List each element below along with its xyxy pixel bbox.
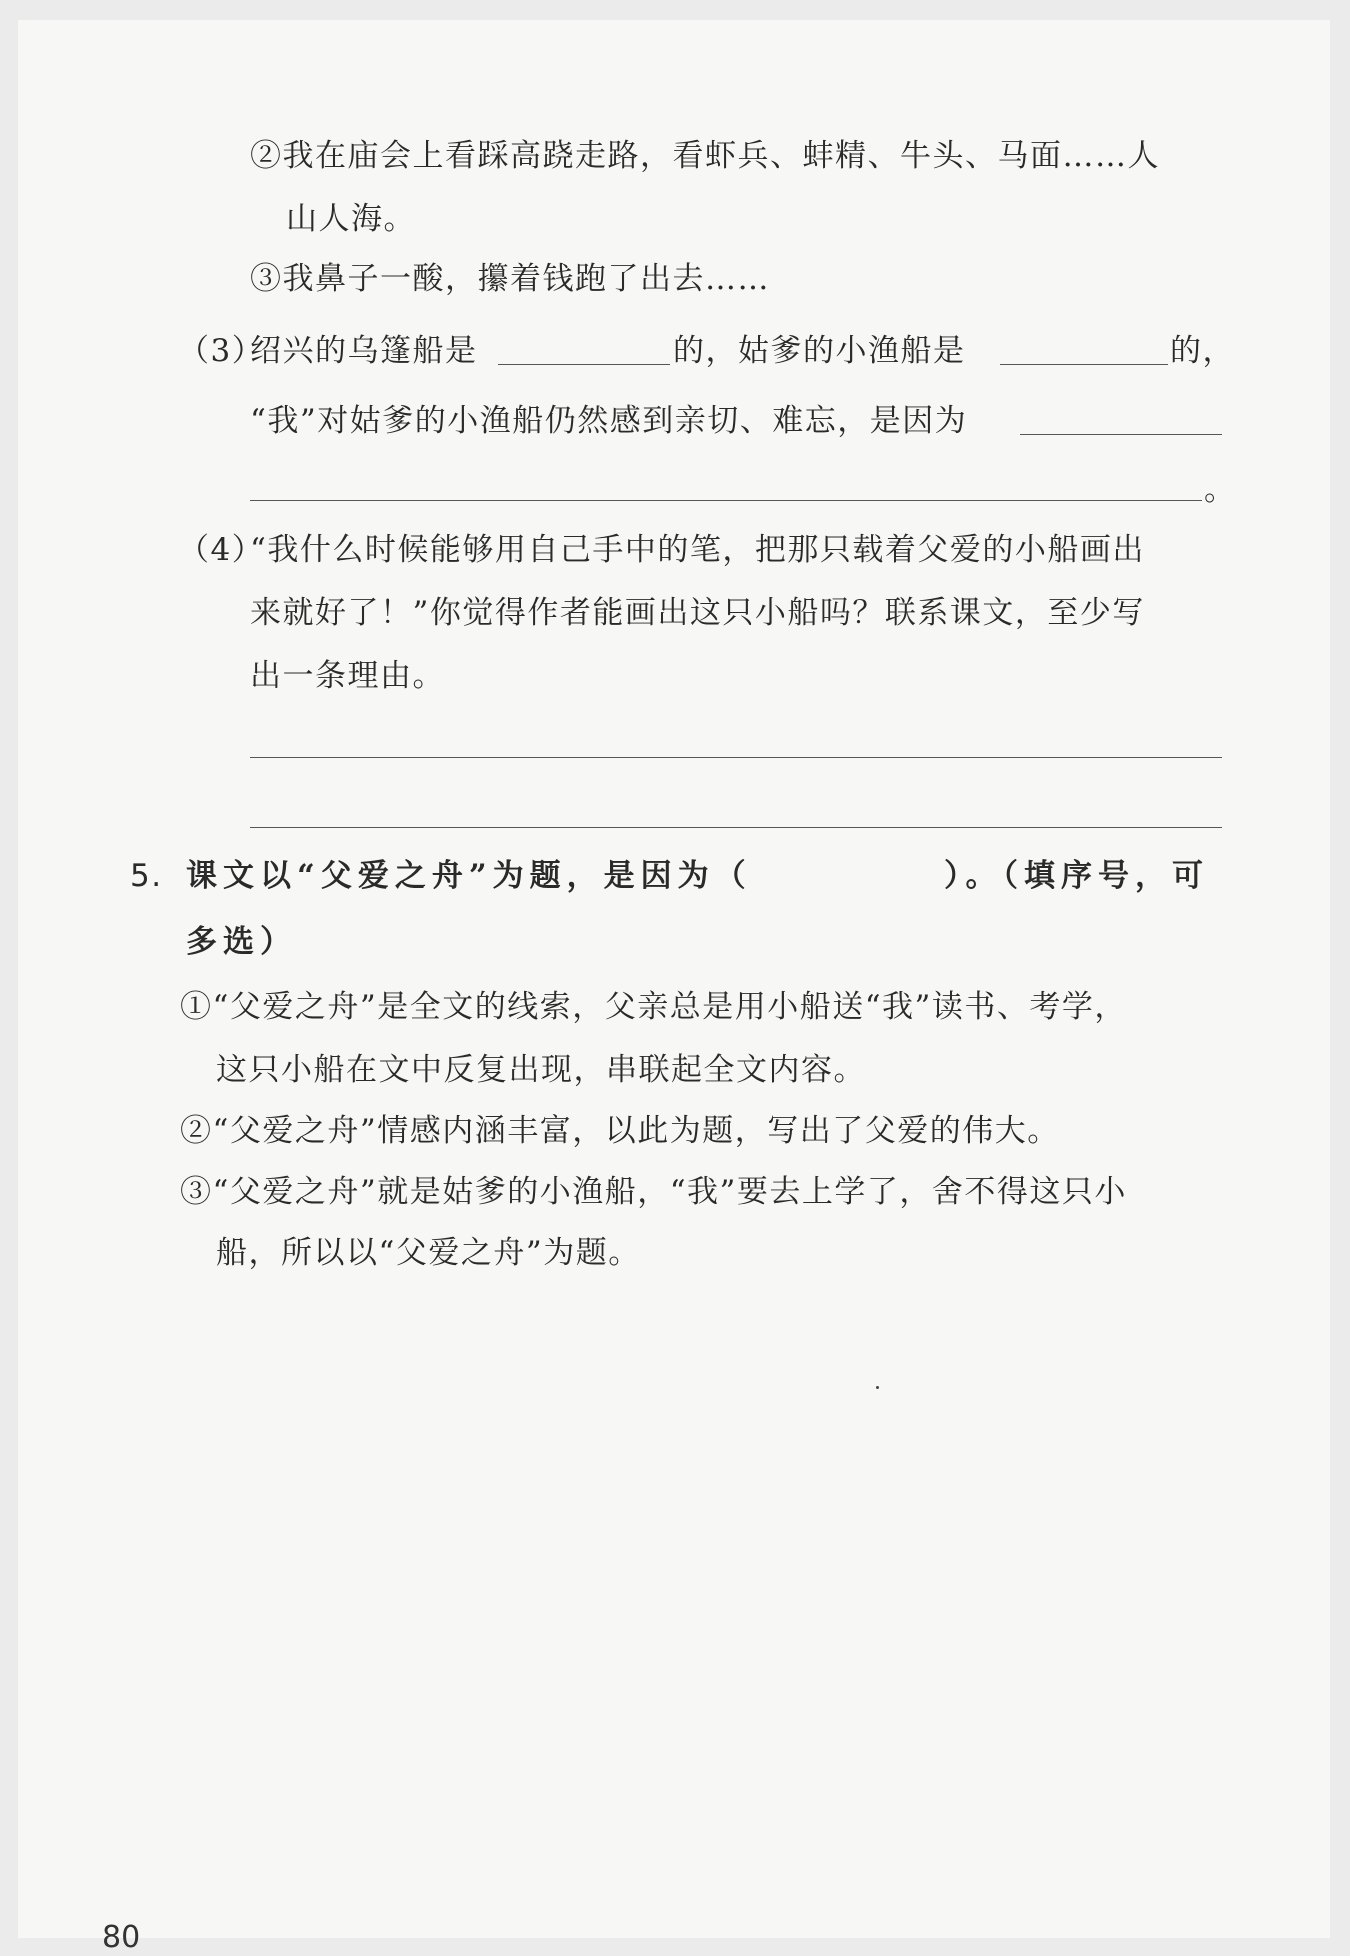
q4-4-line-2: 来就好了！”你觉得作者能画出这只小船吗？联系课文，至少写 [250,595,1145,631]
q4-3-text-part3: 的， [1170,333,1235,369]
item-2-line-1: ②我在庙会上看踩高跷走路，看虾兵、蚌精、牛头、马面……人 [250,138,1160,174]
q4-4-line-3: 出一条理由。 [250,658,445,694]
answer-blank-fishing-boat[interactable] [1000,364,1168,365]
q5-option-1-line-1: ①“父爱之舟”是全文的线索，父亲总是用小船送“我”读书、考学， [180,989,1127,1025]
item-2-line-2: 山人海。 [286,201,416,237]
q5-number: 5. [130,858,163,894]
q5-option-1-line-2: 这只小船在文中反复出现，串联起全文内容。 [216,1052,866,1088]
q5-stem-line-2: 多选） [186,924,297,960]
q5-option-3-line-2: 船，所以以“父爱之舟”为题。 [216,1235,641,1271]
worksheet-page [18,20,1330,1938]
q5-stem-part1: 课文以“父爱之舟”为题，是因为（ [186,858,752,894]
q4-3-end-mark: 。 [1204,472,1237,508]
answer-line-1[interactable] [250,757,1222,758]
answer-line-2[interactable] [250,827,1222,828]
page-number: 80 [102,1920,141,1955]
q4-3-number: （3） [178,333,265,369]
q4-3-text-part2: 的，姑爹的小渔船是 [673,333,966,369]
answer-blank-reason-2[interactable] [250,500,1202,501]
q4-4-line-1: “我什么时候能够用自己手中的笔，把那只载着父爱的小船画出 [250,532,1145,568]
q5-stem-part2: ）。（填序号，可 [944,858,1209,894]
q5-option-2: ②“父爱之舟”情感内涵丰富，以此为题，写出了父爱的伟大。 [180,1113,1060,1149]
answer-blank-wupeng-boat[interactable] [498,364,670,365]
answer-blank-q5[interactable] [828,892,938,893]
q4-4-number: （4） [178,532,265,568]
speck-mark [876,1386,879,1389]
q5-option-3-line-1: ③“父爱之舟”就是姑爹的小渔船，“我”要去上学了，舍不得这只小 [180,1174,1127,1210]
item-3: ③我鼻子一酸，攥着钱跑了出去…… [250,261,770,297]
q4-3-line-2: “我”对姑爹的小渔船仍然感到亲切、难忘，是因为 [250,403,968,439]
q4-3-text-part1: 绍兴的乌篷船是 [250,333,478,369]
answer-blank-reason-1[interactable] [1020,434,1222,435]
